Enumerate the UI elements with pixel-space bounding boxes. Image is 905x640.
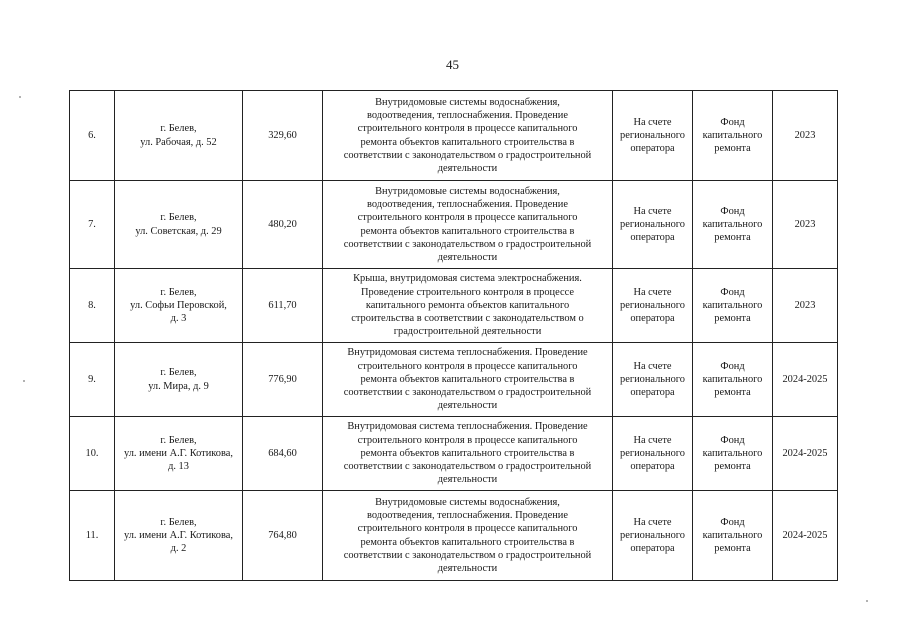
work-description-cell [323, 181, 613, 269]
account-cell-line: оператора [630, 143, 675, 155]
table-row [70, 181, 838, 269]
account-cell-line: регионального [620, 529, 685, 541]
work-description-cell-line: деятельности [437, 563, 498, 575]
area-cell: 764,80 [243, 491, 323, 581]
table-row [70, 269, 838, 343]
work-description-cell-line: строительного контроля в процессе капитального [357, 523, 578, 535]
funding-source-cell-line: Фонд [720, 116, 745, 128]
address-cell-line: ул. Мира, д. 9 [148, 380, 209, 392]
work-description-cell-line: Крыша, внутридомовая система электроснабжения. [353, 273, 582, 285]
account-cell-line: регионального [620, 299, 685, 311]
funding-source-cell [693, 91, 773, 181]
work-description-cell-line: строительного контроля в процессе капитального [357, 123, 578, 135]
address-cell-line: д. 2 [170, 543, 187, 555]
funding-source-cell-line: капитального [702, 447, 763, 459]
funding-source-cell-line: капитального [702, 129, 763, 141]
funding-source-cell-line: капитального [702, 299, 763, 311]
work-description-cell-line: водоотведения, теплоснабжения. Проведение [367, 109, 568, 121]
account-cell-line: регионального [620, 447, 685, 459]
account-cell-line: На счете [633, 360, 672, 372]
work-description-cell-line: деятельности [437, 163, 498, 175]
funding-source-cell-line: ремонта [714, 232, 751, 244]
work-description-cell-line: деятельности [437, 400, 498, 412]
funding-source-cell-line: Фонд [720, 205, 745, 217]
work-description-cell-line: градостроительной деятельности [393, 326, 542, 338]
row-number: 6. [70, 91, 115, 181]
work-description-cell-line: ремонта объектов капитального строительства в [360, 373, 575, 385]
work-description-cell-line: соответствии с законодательством о градостроительной [343, 238, 592, 250]
work-description-cell-line: водоотведения, теплоснабжения. Проведение [367, 509, 568, 521]
area-cell: 611,70 [243, 269, 323, 343]
work-description-cell-line: водоотведения, теплоснабжения. Проведение [367, 198, 568, 210]
table-body [70, 91, 838, 581]
work-description-cell-line: соответствии с законодательством о градостроительной [343, 461, 592, 473]
address-cell-line: г. Белев, [160, 286, 197, 298]
address-cell [115, 269, 243, 343]
work-description-cell-line: ремонта объектов капитального строительства в [360, 447, 575, 459]
account-cell-line: На счете [633, 116, 672, 128]
work-description-cell [323, 491, 613, 581]
funding-source-cell-line: ремонта [714, 387, 751, 399]
account-cell-line: оператора [630, 387, 675, 399]
address-cell-line: ул. Софьи Перовской, [130, 299, 227, 311]
work-description-cell-line: соответствии с законодательством о градостроительной [343, 387, 592, 399]
page-number: 45 [446, 57, 459, 72]
address-cell-line: г. Белев, [160, 434, 197, 446]
address-cell-line: г. Белев, [160, 123, 197, 135]
repair-works-table [69, 90, 838, 581]
funding-source-cell [693, 491, 773, 581]
year-cell: 2024-2025 [773, 343, 838, 417]
work-description-cell-line: ремонта объектов капитального строительства в [360, 225, 575, 237]
scan-speck [23, 380, 25, 382]
account-cell [613, 417, 693, 491]
address-cell [115, 181, 243, 269]
scan-speck [19, 96, 21, 98]
work-description-cell-line: Внутридомовые системы водоснабжения, [375, 185, 560, 197]
area-cell: 329,60 [243, 91, 323, 181]
address-cell [115, 417, 243, 491]
funding-source-cell-line: капитального [702, 529, 763, 541]
work-description-cell-line: соответствии с законодательством о градостроительной [343, 549, 592, 561]
work-description-cell-line: капитального ремонта объектов капитального [365, 299, 570, 311]
funding-source-cell [693, 269, 773, 343]
funding-source-cell-line: Фонд [720, 434, 745, 446]
address-cell [115, 491, 243, 581]
address-cell-line: д. 3 [170, 313, 187, 325]
account-cell-line: оператора [630, 232, 675, 244]
address-cell-line: ул. имени А.Г. Котикова, [124, 529, 233, 541]
address-cell-line: г. Белев, [160, 212, 197, 224]
account-cell-line: регионального [620, 129, 685, 141]
work-description-cell [323, 417, 613, 491]
work-description-cell-line: Проведение строительного контроля в процессе [361, 286, 574, 298]
funding-source-cell-line: Фонд [720, 286, 745, 298]
row-number: 11. [70, 491, 115, 581]
address-cell-line: г. Белев, [160, 516, 197, 528]
account-cell [613, 269, 693, 343]
funding-source-cell-line: капитального [702, 218, 763, 230]
year-cell: 2023 [773, 269, 838, 343]
year-cell: 2024-2025 [773, 491, 838, 581]
address-cell-line: г. Белев, [160, 367, 197, 379]
address-cell-line: ул. Советская, д. 29 [135, 225, 222, 237]
funding-source-cell-line: Фонд [720, 516, 745, 528]
table-row [70, 91, 838, 181]
funding-source-cell [693, 343, 773, 417]
work-description-cell-line: деятельности [437, 252, 498, 264]
scan-speck [866, 600, 868, 602]
address-cell-line: д. 13 [168, 461, 189, 473]
account-cell-line: оператора [630, 313, 675, 325]
work-description-cell-line: строительного контроля в процессе капитального [357, 360, 578, 372]
account-cell-line: оператора [630, 543, 675, 555]
row-number: 8. [70, 269, 115, 343]
address-cell [115, 343, 243, 417]
funding-source-cell-line: ремонта [714, 461, 751, 473]
account-cell [613, 181, 693, 269]
work-description-cell-line: Внутридомовые системы водоснабжения, [375, 496, 560, 508]
work-description-cell-line: ремонта объектов капитального строительства в [360, 136, 575, 148]
work-description-cell-line: деятельности [437, 474, 498, 486]
account-cell-line: регионального [620, 373, 685, 385]
account-cell-line: регионального [620, 218, 685, 230]
work-description-cell-line: Внутридомовая система теплоснабжения. Проведение [347, 421, 588, 433]
address-cell [115, 91, 243, 181]
funding-source-cell-line: ремонта [714, 313, 751, 325]
year-cell: 2024-2025 [773, 417, 838, 491]
account-cell [613, 91, 693, 181]
funding-source-cell [693, 181, 773, 269]
row-number: 9. [70, 343, 115, 417]
work-description-cell-line: строительного контроля в процессе капитального [357, 212, 578, 224]
account-cell-line: оператора [630, 461, 675, 473]
table-row [70, 343, 838, 417]
work-description-cell-line: строительного контроля в процессе капитального [357, 434, 578, 446]
work-description-cell-line: ремонта объектов капитального строительства в [360, 536, 575, 548]
funding-source-cell-line: ремонта [714, 543, 751, 555]
table-row [70, 491, 838, 581]
row-number: 7. [70, 181, 115, 269]
work-description-cell-line: соответствии с законодательством о градостроительной [343, 149, 592, 161]
account-cell-line: На счете [633, 205, 672, 217]
account-cell [613, 343, 693, 417]
address-cell-line: ул. имени А.Г. Котикова, [124, 447, 233, 459]
area-cell: 480,20 [243, 181, 323, 269]
area-cell: 684,60 [243, 417, 323, 491]
account-cell-line: На счете [633, 516, 672, 528]
year-cell: 2023 [773, 181, 838, 269]
account-cell [613, 491, 693, 581]
work-description-cell-line: Внутридомовая система теплоснабжения. Проведение [347, 347, 588, 359]
year-cell: 2023 [773, 91, 838, 181]
work-description-cell-line: строительства в соответствии с законодательством о [351, 313, 584, 325]
account-cell-line: На счете [633, 434, 672, 446]
funding-source-cell-line: Фонд [720, 360, 745, 372]
funding-source-cell-line: капитального [702, 373, 763, 385]
funding-source-cell-line: ремонта [714, 143, 751, 155]
funding-source-cell [693, 417, 773, 491]
table-row [70, 417, 838, 491]
work-description-cell [323, 269, 613, 343]
row-number: 10. [70, 417, 115, 491]
work-description-cell [323, 343, 613, 417]
area-cell: 776,90 [243, 343, 323, 417]
work-description-cell-line: Внутридомовые системы водоснабжения, [375, 96, 560, 108]
account-cell-line: На счете [633, 286, 672, 298]
work-description-cell [323, 91, 613, 181]
address-cell-line: ул. Рабочая, д. 52 [140, 136, 217, 148]
